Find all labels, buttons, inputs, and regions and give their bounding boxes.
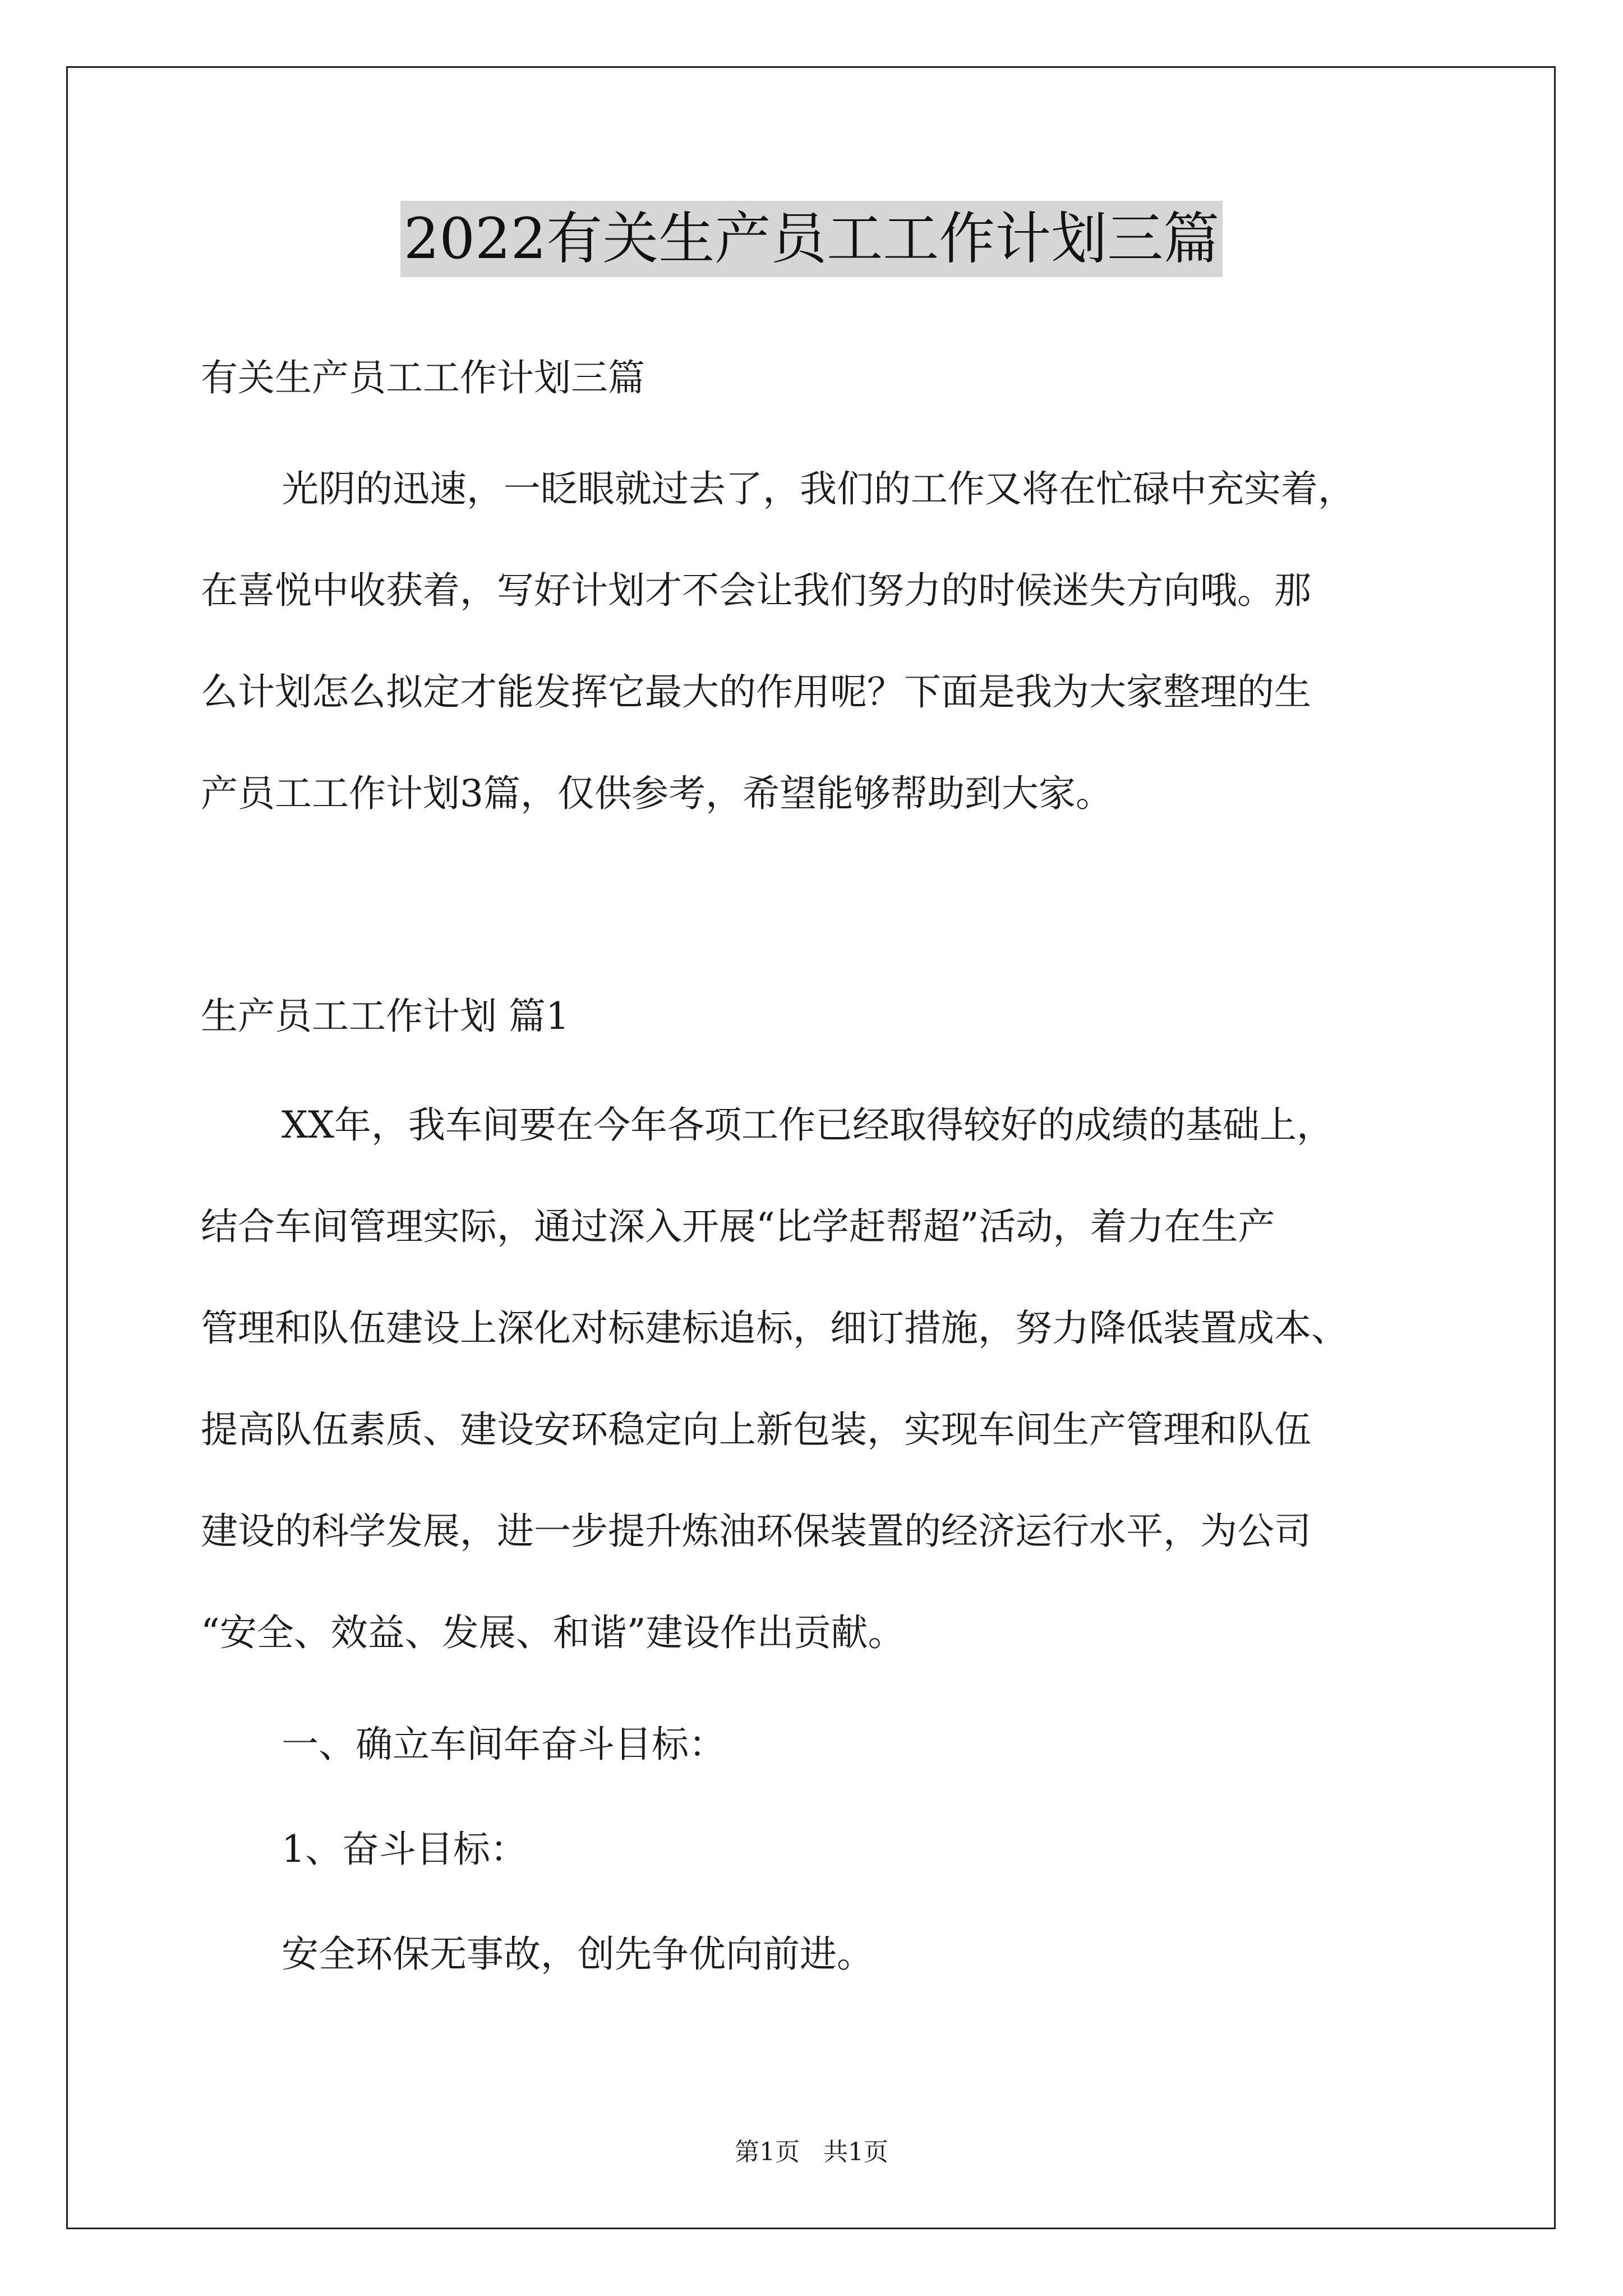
intro-line-3: 么计划怎么拟定才能发挥它最大的作用呢？下面是我为大家整理的生 [201,670,1311,714]
body-line-1: XX年，我车间要在今年各项工作已经取得较好的成绩的基础上， [282,1103,1334,1147]
body-line-5: 建设的科学发展，进一步提升炼油环保装置的经济运行水平，为公司 [201,1510,1311,1553]
title-container [0,201,1623,277]
subtitle: 有关生产员工工作计划三篇 [201,356,645,399]
body-line-2: 结合车间管理实际，通过深入开展“比学赶帮超”活动，着力在生产 [201,1205,1275,1248]
body-line-3: 管理和队伍建设上深化对标建标追标，细订措施，努力降低装置成本、 [201,1306,1348,1350]
goal-statement: 安全环保无事故，创先争优向前进。 [282,1932,874,1976]
body-line-4: 提高队伍素质、建设安环稳定向上新包装，实现车间生产管理和队伍 [201,1408,1311,1451]
list-item-goal: 1、奋斗目标： [282,1828,527,1871]
intro-line-4: 产员工工作计划3篇，仅供参考，希望能够帮助到大家。 [201,772,1113,815]
section-heading: 生产员工工作计划 篇1 [201,995,569,1038]
body-line-6: “安全、效益、发展、和谐”建设作出贡献。 [201,1611,905,1654]
page-footer: 第1页 共1页 [735,2138,888,2166]
intro-line-1: 光阴的迅速，一眨眼就过去了，我们的工作又将在忙碌中充实着， [282,467,1355,510]
intro-line-2: 在喜悦中收获着，写好计划才不会让我们努力的时候迷失方向哦。那 [201,569,1311,612]
document-title: 2022有关生产员工工作计划三篇 [400,201,1223,277]
list-item-section-one: 一、确立车间年奋斗目标： [282,1723,726,1766]
